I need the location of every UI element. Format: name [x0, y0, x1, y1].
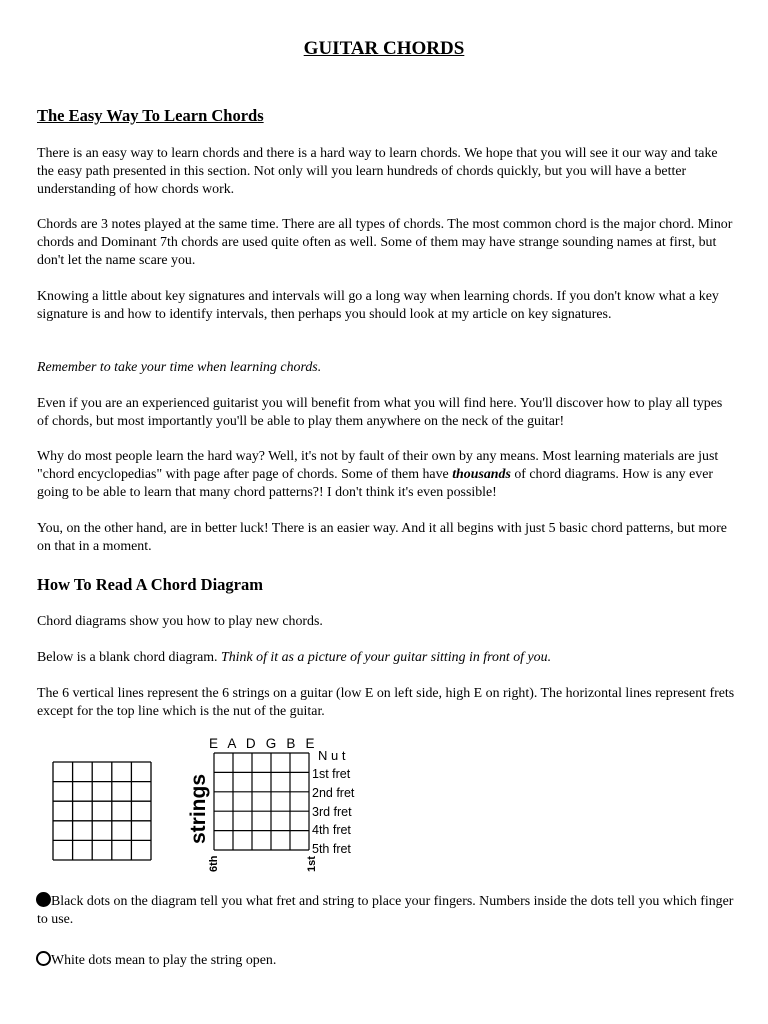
- blank-diagram-text: Below is a blank chord diagram.: [37, 650, 222, 665]
- fret-label-3: 3rd fret: [312, 805, 352, 819]
- hard-way-emphasis: thousands: [452, 467, 511, 482]
- paragraph-blank-diagram: [37, 649, 737, 667]
- hard-way-text-c: of chord diagrams. How is any ever going to be able to learn that many chord patterns?! I don't think it's even possible!: [37, 467, 714, 500]
- paragraph-remember: Remember to take your time when learning chords.: [37, 360, 322, 375]
- paragraph-key-signatures: Knowing a little about key signatures and intervals will go a long way when learning chords. If you don't know what a key signature is and how to identify intervals, then perhaps you should look at my article on key signatures.: [37, 289, 719, 322]
- paragraph-white-dots: [37, 951, 737, 970]
- sixth-string-label: 6th: [208, 855, 220, 872]
- paragraph-chords-definition: Chords are 3 notes played at the same time. There are all types of chords. The most common chord is the major chord. Minor chords and Dominant 7th chords are used quite often as well. Some of them may have strange sounding names at first, but don't let the name scare you.: [37, 217, 733, 268]
- blank-diagram-italic: Think of it as a picture of your guitar sitting in front of you.: [221, 650, 552, 665]
- strings-label: strings: [187, 773, 210, 844]
- fret-label-4: 4th fret: [312, 823, 351, 837]
- white-dot-icon: [36, 951, 51, 966]
- paragraph-lines-represent: The 6 vertical lines represent the 6 strings on a guitar (low E on left side, high E on right). The horizontal lines represent frets except for the top line which is the nut of the guitar.: [37, 686, 735, 719]
- fret-label-5: 5th fret: [312, 842, 351, 856]
- fret-label-2: 2nd fret: [312, 786, 355, 800]
- nut-label: N u t: [318, 748, 346, 763]
- string-names-label: E A D G B E: [209, 736, 318, 751]
- section-heading-easy-way: The Easy Way To Learn Chords: [37, 106, 264, 125]
- hard-way-text-a: Why do most people learn the hard way? Well, it's not by fault of their own by any means. Most learning materials are just "chord encyclopedias" with page after page of chords. Some of them have: [37, 449, 719, 482]
- paragraph-intro: There is an easy way to learn chords and there is a hard way to learn chords. We hope that you will see it our way and take the easy path presented in this section. Not only will you learn hundreds of chords quickly, but you will have a better understanding of how chords work.: [37, 146, 718, 197]
- page-title: GUITAR CHORDS: [303, 38, 465, 59]
- paragraph-black-dots: [37, 892, 737, 929]
- paragraph-better-luck: You, on the other hand, are in better luck! There is an easier way. And it all begins with just 5 basic chord patterns, but more on that in a moment.: [37, 521, 727, 554]
- blank-chord-diagram: [50, 760, 154, 864]
- black-dot-icon: [36, 892, 51, 907]
- black-dots-text: Black dots on the diagram tell you what fret and string to place your fingers. Numbers inside the dots tell you which finger to use.: [37, 894, 734, 927]
- section-heading-read-diagram: How To Read A Chord Diagram: [37, 575, 263, 594]
- paragraph-experienced: Even if you are an experienced guitarist you will benefit from what you will find here. You'll discover how to play all types of chords, but most importantly you'll be able to play them anywhere on the neck of the guitar!: [37, 396, 723, 429]
- paragraph-hard-way: [37, 448, 737, 502]
- paragraph-diagrams-show: Chord diagrams show you how to play new chords.: [37, 614, 323, 629]
- first-string-label: 1st: [306, 856, 318, 872]
- fret-label-1: 1st fret: [312, 767, 351, 781]
- labeled-chord-diagram: [178, 732, 378, 874]
- white-dots-text: White dots mean to play the string open.: [51, 953, 277, 968]
